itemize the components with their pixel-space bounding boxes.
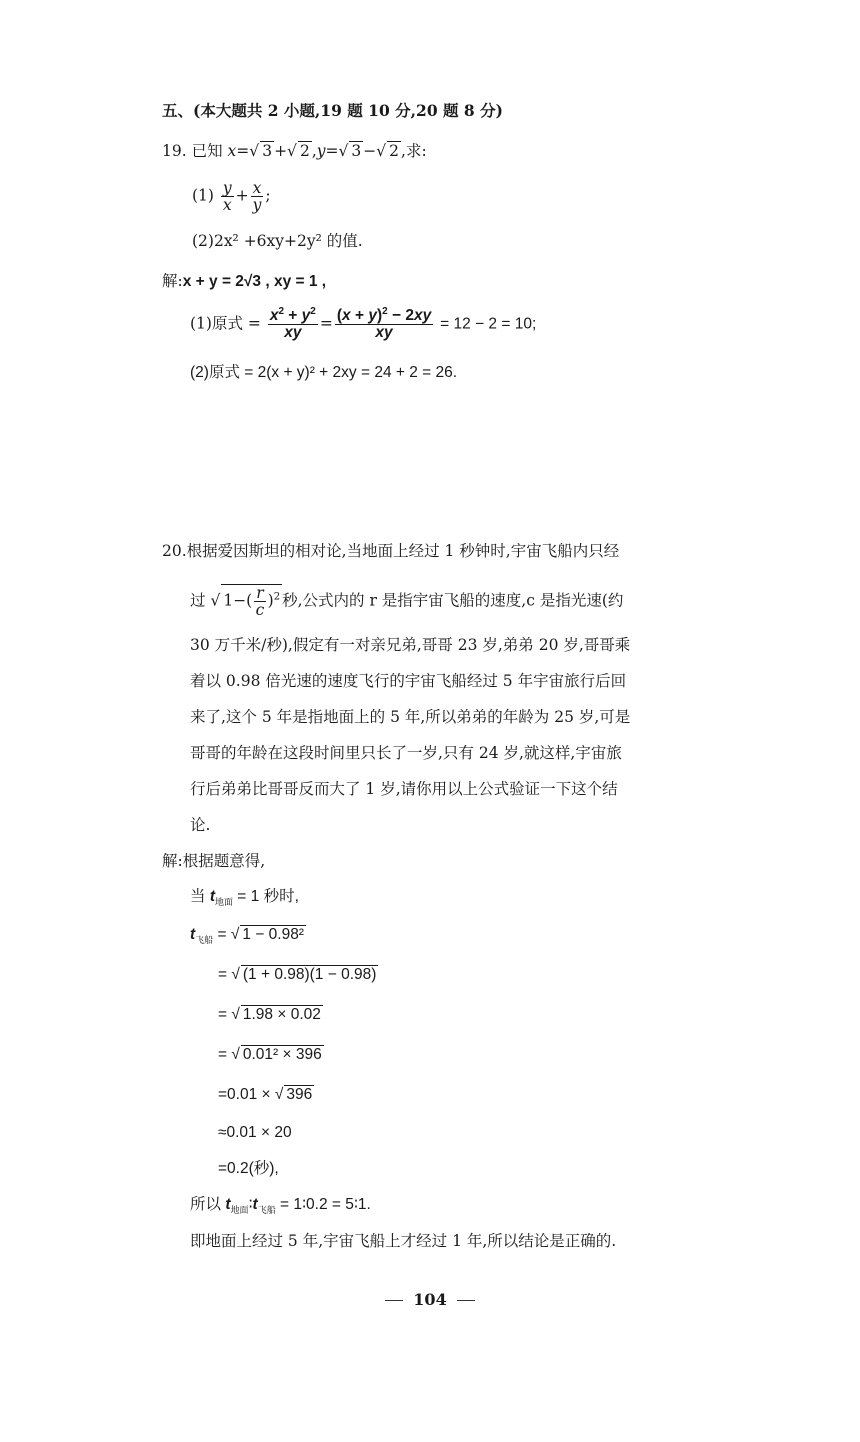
section-header: 五、(本大题共 2 小题,19 题 10 分,20 题 8 分): [162, 101, 503, 120]
q19-part2: (2)2x² +6xy+2y² 的值.: [192, 232, 363, 250]
page-number: [0, 1290, 860, 1309]
q19-solution-part2: (2)原式 = 2(x + y)² + 2xy = 24 + 2 = 26.: [190, 364, 458, 381]
q19-solution-values: x + y = 2√3 , xy = 1 ,: [182, 273, 327, 290]
q20-solution-intro: [162, 850, 265, 872]
page-number-text: 104: [413, 1290, 447, 1309]
q19-solution-part1: (1)原式 = $\frac{x^2 + y^2}{xy}$ = $\frac{(x + y)^2 - 2xy}{xy}$ = 12 − 2 = 10;: [190, 305, 537, 341]
q20-solution-label: 解:: [162, 852, 183, 870]
q20-step2-rad: (1 + 0.98)(1 − 0.98): [242, 966, 377, 983]
q20-step3-rad: 1.98 × 0.02: [242, 1006, 321, 1023]
q20-line2-suffix: 秒,公式内的 r 是指宇宙飞船的速度,c 是指光速(约: [282, 591, 624, 610]
q20-step5-prefix: =0.01 ×: [218, 1086, 275, 1103]
q19-number: 19.: [162, 142, 187, 160]
q20-ratio-suffix: = 1∶0.2 = 5∶1.: [275, 1196, 371, 1213]
q20-when-suffix: = 1 秒时,: [233, 888, 299, 905]
q20-number: 20.: [162, 542, 187, 560]
q20-step5-rad: 396: [286, 1086, 313, 1103]
q19-solution-part1-prefix: (1)原式 =: [190, 314, 261, 333]
page-dash-left: [385, 1300, 403, 1301]
q20-step1-rad: 1 − 0.98²: [242, 926, 304, 943]
q20-when: 当 $t_{地面} = 1$ 秒时,: [190, 888, 299, 908]
page-dash-right: [457, 1300, 475, 1301]
q19-stem-suffix: ,求:: [401, 142, 427, 160]
q20-step1: $t_{飞船}$ = √ 1 − 0.98²: [190, 926, 304, 946]
q20-step7: =0.2(秒),: [218, 1160, 279, 1177]
q19-part1: (1) $\frac{y}{x}$ + $\frac{x}{y}$ ;: [192, 179, 271, 214]
q20-ratio-prefix: 所以: [190, 1196, 226, 1213]
q20-line2-prefix: 过: [190, 591, 206, 610]
q20-line4: 着以 0.98 倍光速的速度飞行的宇宙飞船经过 5 年宇宙旅行后回: [190, 672, 627, 690]
q20-line1-text: 根据爱因斯坦的相对论,当地面上经过 1 秒钟时,宇宙飞船内只经: [186, 542, 620, 560]
q20-step4: = √ 0.01² × 396: [218, 1046, 322, 1063]
q20-line1: [162, 540, 619, 562]
q19-stem-prefix: 已知: [191, 142, 223, 160]
sub-ship-2: 飞船: [257, 1205, 276, 1216]
q19-solution-line1: [162, 270, 326, 293]
q20-step2: = √ (1 + 0.98)(1 − 0.98): [218, 966, 377, 983]
q20-line5: 来了,这个 5 年是指地面上的 5 年,所以弟弟的年龄为 25 岁,可是: [190, 708, 631, 726]
q20-step5: =0.01 × √ 396: [218, 1086, 313, 1103]
q20-line8: 论.: [190, 816, 211, 834]
q20-conclusion: 即地面上经过 5 年,宇宙飞船上才经过 1 年,所以结论是正确的.: [190, 1232, 617, 1250]
q20-step4-rad: 0.01² × 396: [242, 1046, 322, 1063]
q20-solution-intro-text: 根据题意得,: [182, 852, 266, 870]
q19-stem: 19. 已知 x=√ 3 +√ 2 ,y=√ 3 −√ 2 ,求:: [162, 142, 427, 160]
q19-solution-label: 解:: [162, 272, 183, 290]
sub-ground: 地面: [214, 897, 233, 908]
q19-part1-label: (1): [192, 186, 214, 205]
q20-when-prefix: 当: [190, 888, 210, 905]
q20-line2: 过 √ 1−( $\frac{r}{c}$ )$^2$ 秒,公式内的 r 是指宇宙飞船的速度,c 是指光速(约: [190, 584, 624, 619]
q20-step3: = √ 1.98 × 0.02: [218, 1006, 321, 1023]
q20-step6: ≈0.01 × 20: [218, 1124, 292, 1141]
sqrt-symbol: √: [249, 142, 260, 160]
q20-line3: 30 万千米/秒),假定有一对亲兄弟,哥哥 23 岁,弟弟 20 岁,哥哥乘: [190, 636, 631, 654]
sub-ground-2: 地面: [230, 1205, 249, 1216]
q20-line7: 行后弟弟比哥哥反而大了 1 岁,请你用以上公式验证一下这个结: [190, 780, 618, 798]
q20-line6: 哥哥的年龄在这段时间里只长了一岁,只有 24 岁,就这样,宇宙旅: [190, 744, 622, 762]
q20-ratio: 所以 $t_{地面}∶t_{飞船}$ = 1∶0.2 = 5∶1.: [190, 1196, 371, 1216]
sub-ship: 飞船: [195, 935, 214, 946]
q19-solution-part1-result: = 12 − 2 = 10;: [440, 315, 537, 333]
